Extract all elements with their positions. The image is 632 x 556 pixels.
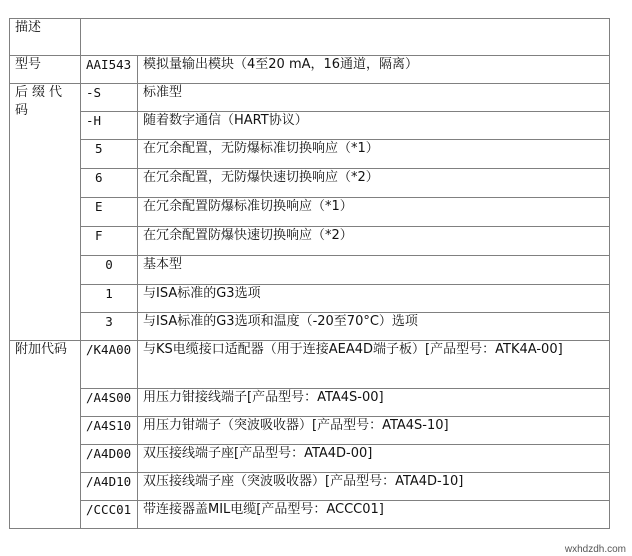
code-cell: -S bbox=[81, 84, 138, 112]
table-row bbox=[10, 501, 610, 529]
code-cell: 0 bbox=[81, 256, 138, 285]
code-cell: 1 bbox=[81, 285, 138, 313]
table-row bbox=[10, 445, 610, 473]
table-row-model bbox=[10, 56, 610, 84]
table-row bbox=[10, 227, 610, 256]
desc-cell: 双压接线端子座（突波吸收器）[产品型号：ATA4D-10] bbox=[138, 473, 610, 501]
code-cell: F bbox=[81, 227, 138, 256]
code-cell: /A4D10 bbox=[81, 473, 138, 501]
table-row bbox=[10, 256, 610, 285]
desc-cell bbox=[81, 19, 610, 56]
option-code-label: 附加代码 bbox=[10, 341, 81, 529]
spec-table bbox=[9, 18, 610, 529]
table-row bbox=[10, 313, 610, 341]
label-cell: 描述 bbox=[10, 19, 81, 56]
table-row bbox=[10, 473, 610, 501]
desc-cell: 在冗余配置防爆标准切换响应（*1） bbox=[138, 198, 610, 227]
desc-cell: 与KS电缆接口适配器（用于连接AEA4D端子板）[产品型号：ATK4A-00] bbox=[138, 341, 610, 389]
code-cell: 6 bbox=[81, 169, 138, 198]
table-row bbox=[10, 198, 610, 227]
code-cell: 3 bbox=[81, 313, 138, 341]
desc-cell: 随着数字通信（HART协议） bbox=[138, 112, 610, 140]
table-row bbox=[10, 285, 610, 313]
table-row bbox=[10, 417, 610, 445]
table-row bbox=[10, 140, 610, 169]
code-cell: /K4A00 bbox=[81, 341, 138, 389]
desc-cell: 双压接线端子座[产品型号：ATA4D-00] bbox=[138, 445, 610, 473]
desc-cell: 标准型 bbox=[138, 84, 610, 112]
desc-cell: 用压力钳端子（突波吸收器）[产品型号：ATA4S-10] bbox=[138, 417, 610, 445]
desc-cell: 与ISA标准的G3选项和温度（-20至70°C）选项 bbox=[138, 313, 610, 341]
code-cell: E bbox=[81, 198, 138, 227]
watermark: wxhdzdh.com bbox=[564, 544, 626, 555]
code-cell: 5 bbox=[81, 140, 138, 169]
desc-cell: 在冗余配置，无防爆标准切换响应（*1） bbox=[138, 140, 610, 169]
table-row bbox=[10, 341, 610, 389]
desc-cell: 带连接器盖MIL电缆[产品型号：ACCC01] bbox=[138, 501, 610, 529]
code-cell: /A4S00 bbox=[81, 389, 138, 417]
code-cell: -H bbox=[81, 112, 138, 140]
code-cell: /A4D00 bbox=[81, 445, 138, 473]
table-row bbox=[10, 84, 610, 112]
table-row bbox=[10, 389, 610, 417]
code-cell: AAI543 bbox=[81, 56, 138, 84]
code-cell: /CCC01 bbox=[81, 501, 138, 529]
table-row-description bbox=[10, 19, 610, 56]
label-cell: 型号 bbox=[10, 56, 81, 84]
suffix-code-label: 后缀代码 bbox=[10, 84, 81, 341]
desc-cell: 模拟量输出模块（4至20 mA，16通道，隔离） bbox=[138, 56, 610, 84]
desc-cell: 基本型 bbox=[138, 256, 610, 285]
desc-cell: 与ISA标准的G3选项 bbox=[138, 285, 610, 313]
table-row bbox=[10, 112, 610, 140]
desc-cell: 在冗余配置防爆快速切换响应（*2） bbox=[138, 227, 610, 256]
table-row bbox=[10, 169, 610, 198]
code-cell: /A4S10 bbox=[81, 417, 138, 445]
desc-cell: 用压力钳接线端子[产品型号：ATA4S-00] bbox=[138, 389, 610, 417]
desc-cell: 在冗余配置，无防爆快速切换响应（*2） bbox=[138, 169, 610, 198]
